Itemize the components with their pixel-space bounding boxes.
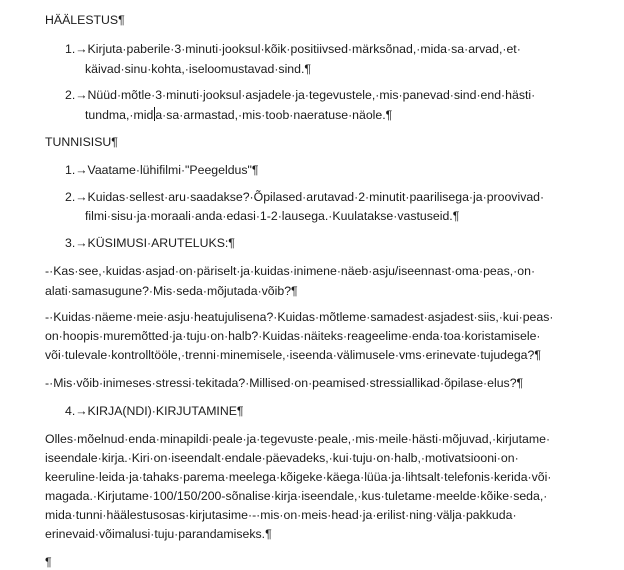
question-3: -·Mis·võib·inimeses·stressi·tekitada?·Millised·on·peamised·stressiallikad·õpilase·elus?¶ [45, 376, 524, 390]
list-item-1-line-1: 1.→Kirjuta·paberile·3·minuti·jooksul·kõik·positiivsed·märksõnad,·mida·sa·arvad,·et· [65, 42, 521, 56]
question-1-line-2: alati·samasugune?·Mis·seda·mõjutada·võib?¶ [45, 284, 298, 298]
question-2-line-3: või·tulevale·kontrolltööle,·trenni·minemisele,·iseenda·välimusele·vms·erinevate·tujudega?¶ [45, 348, 541, 362]
tunnisisu-item-1: 1.→Vaatame·lühifilmi·"Peegeldus"¶ [65, 163, 259, 177]
paragraph-line-3: keeruline·leida·ja·tahaks·parema·meelega·kõigeke·käega·lüüa·ja·lihtsalt·telefonis·kerida·või· [45, 470, 552, 484]
paragraph-line-2: iseendale·kirja.·Kiri·on·iseendalt·endale·päevadeks,·kui·tuju·on·halb,·motivatsiooni·on· [45, 451, 519, 465]
tunnisisu-item-2-line-1: 2.→Kuidas·sellest·aru·saadakse?·Õpilased·arutavad·2·minutit·paarilisega·ja·proovivad· [65, 190, 545, 204]
paragraph-line-6: erinevaid·võimalusi·tuju·parandamiseks.¶ [45, 527, 272, 541]
empty-paragraph-mark: ¶ [45, 555, 52, 569]
heading-haalestus: HÄÄLESTUS¶ [45, 13, 125, 27]
list-item-2-line-1: 2.→Nüüd·mõtle·3·minuti·jooksul·asjadele·ja·tegevustele,·mis·panevad·sind·end·hästi· [65, 88, 536, 102]
text-after-cursor: a·sa·armastad,·mis·toob·naeratuse·näole.¶ [155, 108, 393, 122]
question-1-line-1: -·Kas·see,·kuidas·asjad·on·päriselt·ja·kuidas·inimene·näeb·asju/iseennast·oma·peas,·on· [45, 264, 536, 278]
paragraph-line-5: mida·tunni·häälestusosas·kirjutasime·-·mis·on·meis·head·ja·erilist·ning·välja·pakkuda· [45, 508, 517, 522]
tunnisisu-item-3: 3.→KÜSIMUSI·ARUTELUKS:¶ [65, 236, 235, 250]
heading-tunnisisu: TUNNISISU¶ [45, 135, 118, 149]
list-item-1-line-2: käivad·sinu·kohta,·iseloomustavad·sind.¶ [85, 62, 312, 76]
tunnisisu-item-2-line-2: filmi·sisu·ja·moraali·anda·edasi·1-2·lausega.·Kuulatakse·vastuseid.¶ [85, 209, 460, 223]
tunnisisu-item-4: 4.→KIRJA(NDI)·KIRJUTAMINE¶ [65, 404, 244, 418]
text-before-cursor: tundma,·mid [85, 108, 154, 122]
question-2-line-2: on·hoopis·muremõtted·ja·tuju·on·halb?·Kuidas·näiteks·reageelime·enda·toa·koristamisele· [45, 329, 541, 343]
question-2-line-1: -·Kuidas·näeme·meie·asju·heatujulisena?·Kuidas·mõtleme·samadest·asjadest·siis,·kui·peas· [45, 310, 554, 324]
list-item-2-line-2 [85, 107, 392, 123]
paragraph-line-4: magada.·Kirjutame·100/150/200-sõnalise·kirja·iseendale,·kus·tuletame·meelde·kõike·seda,· [45, 489, 548, 503]
paragraph-line-1: Olles·mõelnud·enda·minapildi·peale·ja·tegevuste·peale,·mis·meile·hästi·mõjuvad,·kirjutame· [45, 432, 551, 446]
